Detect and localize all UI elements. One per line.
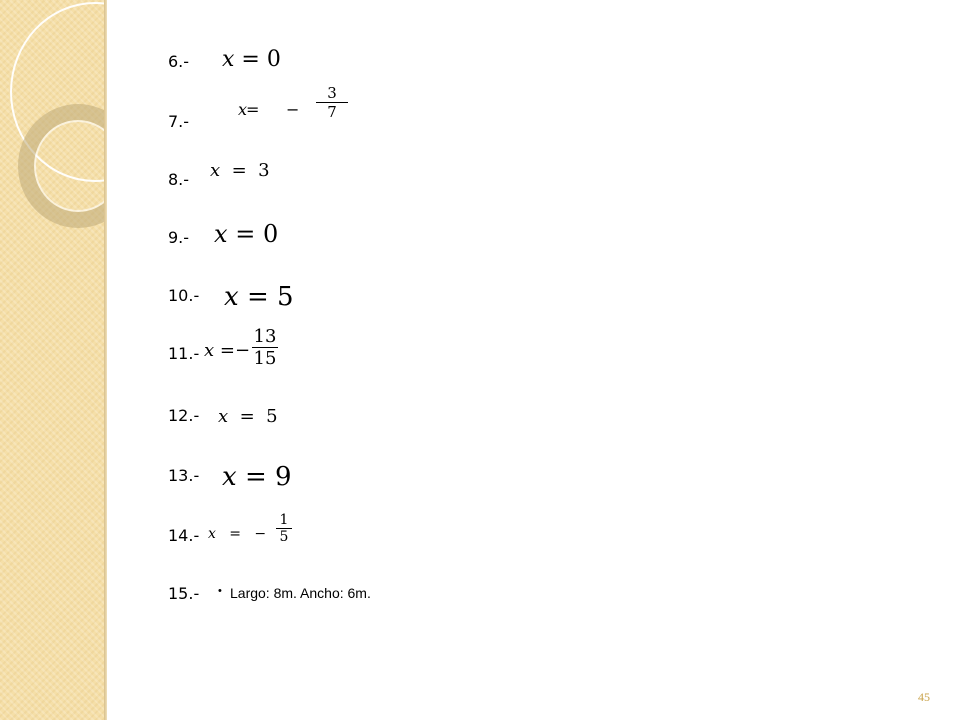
- answer-fraction: [276, 512, 292, 545]
- answer-text: [218, 585, 371, 601]
- item-label: 7.-: [168, 112, 190, 131]
- decorative-sidebar: [0, 0, 104, 720]
- page-number: 45: [918, 690, 930, 704]
- numerator: 1: [279, 512, 289, 528]
- answer-equation: x = 5: [224, 282, 294, 312]
- answer-equation: x =−: [204, 340, 251, 361]
- denominator: 7: [327, 103, 337, 121]
- bullet-icon: •: [218, 585, 222, 597]
- equals-sign: =: [246, 100, 260, 119]
- answer-equation: x = 5: [218, 406, 278, 427]
- item-label: 14.-: [168, 526, 200, 545]
- answer-equation: x = 0: [222, 47, 281, 72]
- denominator: 15: [253, 348, 277, 369]
- item-label: 10.-: [168, 286, 200, 305]
- sidebar-divider: [104, 0, 107, 720]
- item-label: 9.-: [168, 228, 190, 247]
- answer-equation: x = 9: [222, 462, 292, 492]
- answer-fraction: [252, 326, 278, 369]
- denominator: 5: [279, 529, 289, 545]
- item-label: 8.-: [168, 170, 190, 189]
- answer-equation: x = −: [208, 526, 267, 542]
- answer-equation: x = 0: [214, 220, 279, 248]
- answer-equation: x: [238, 100, 248, 119]
- numerator: 13: [253, 326, 277, 347]
- answer-text-content: Largo: 8m. Ancho: 6m.: [230, 585, 371, 601]
- item-label: 11.-: [168, 344, 200, 363]
- answer-equation: x = 3: [210, 160, 270, 181]
- item-label: 15.-: [168, 584, 200, 603]
- answer-fraction: [316, 84, 348, 121]
- item-label: 12.-: [168, 406, 200, 425]
- numerator: 3: [327, 84, 337, 102]
- item-label: 13.-: [168, 466, 200, 485]
- item-label: 6.-: [168, 52, 190, 71]
- minus-sign: −: [286, 100, 300, 119]
